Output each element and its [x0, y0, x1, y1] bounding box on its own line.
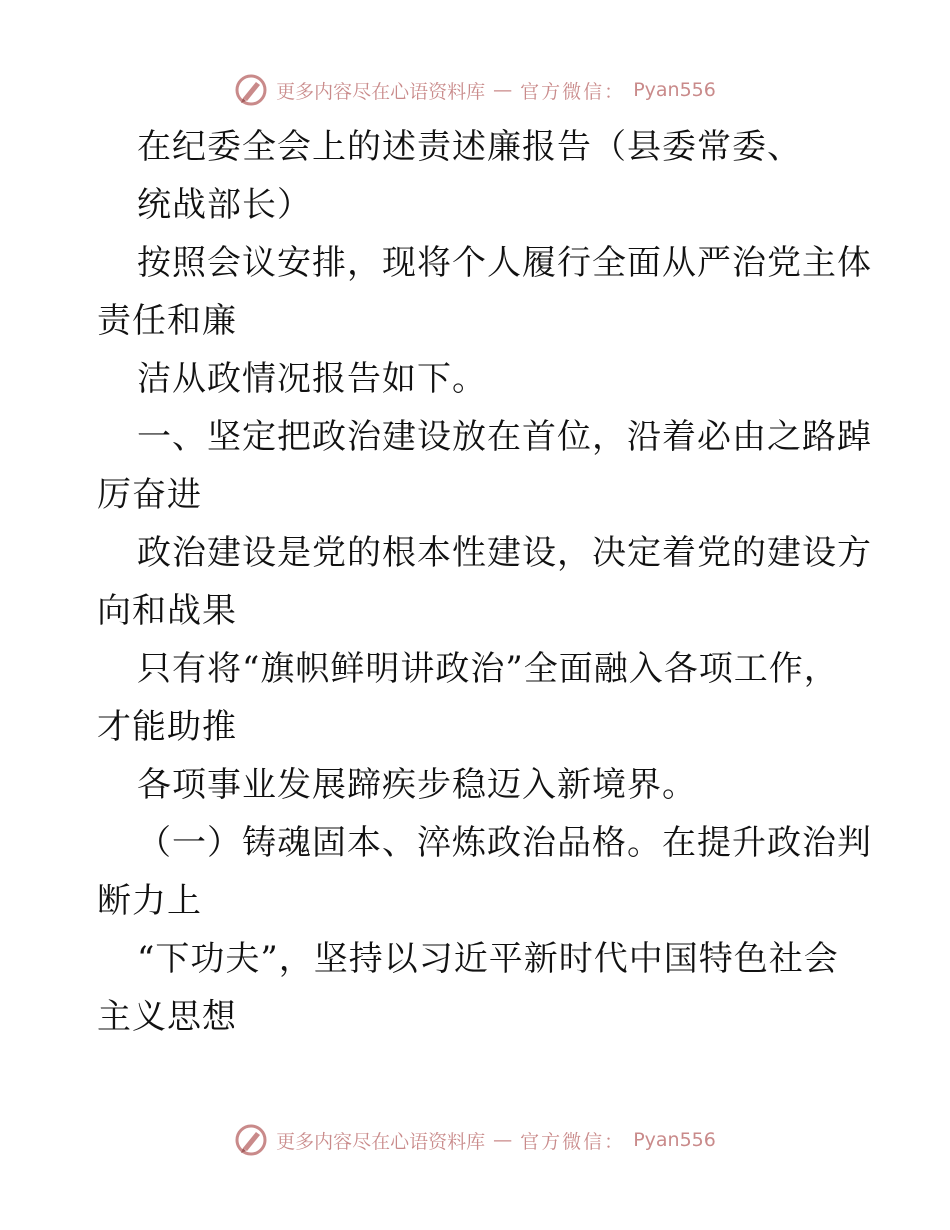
watermark-wechat-id: Pyan556 [633, 79, 716, 101]
paragraph-line: “下功夫”，坚持以习近平新时代中国特色社会 [137, 939, 839, 979]
header-watermark [0, 70, 950, 110]
pen-logo-icon [234, 1123, 268, 1157]
document-title-line: 在纪委全会上的述责述廉报告（县委常委、 [137, 127, 802, 167]
section-heading-line: 一、坚定把政治建设放在首位，沿着必由之路踔 [137, 417, 872, 457]
watermark-label: 官方微信： [520, 80, 626, 103]
paragraph-line: 责任和廉 [97, 301, 237, 341]
paragraph-line: 政治建设是党的根本性建设，决定着党的建设方 [137, 533, 872, 573]
paragraph-line: 向和战果 [97, 591, 237, 631]
watermark-text: 更多内容尽在心语资料库 [276, 80, 486, 103]
paragraph-line: 才能助推 [97, 707, 237, 747]
subsection-line: 断力上 [97, 881, 202, 921]
paragraph-line: 按照会议安排，现将个人履行全面从严治党主体 [137, 243, 872, 283]
watermark-text: 更多内容尽在心语资料库 [276, 1130, 486, 1153]
document-title-line: 统战部长） [137, 185, 312, 225]
pen-logo-icon [234, 73, 268, 107]
paragraph-line: 只有将“旗帜鲜明讲政治”全面融入各项工作， [137, 649, 839, 689]
subsection-line: （一）铸魂固本、淬炼政治品格。在提升政治判 [137, 823, 872, 863]
paragraph-line: 洁从政情况报告如下。 [137, 359, 487, 399]
footer-watermark [0, 1120, 950, 1160]
watermark-separator: — [493, 1129, 513, 1151]
paragraph-line: 各项事业发展蹄疾步稳迈入新境界。 [137, 765, 697, 805]
paragraph-line: 主义思想 [97, 997, 237, 1037]
watermark-separator: — [493, 79, 513, 101]
watermark-label: 官方微信： [520, 1130, 626, 1153]
watermark-wechat-id: Pyan556 [633, 1129, 716, 1151]
section-heading-line: 厉奋进 [97, 475, 202, 515]
